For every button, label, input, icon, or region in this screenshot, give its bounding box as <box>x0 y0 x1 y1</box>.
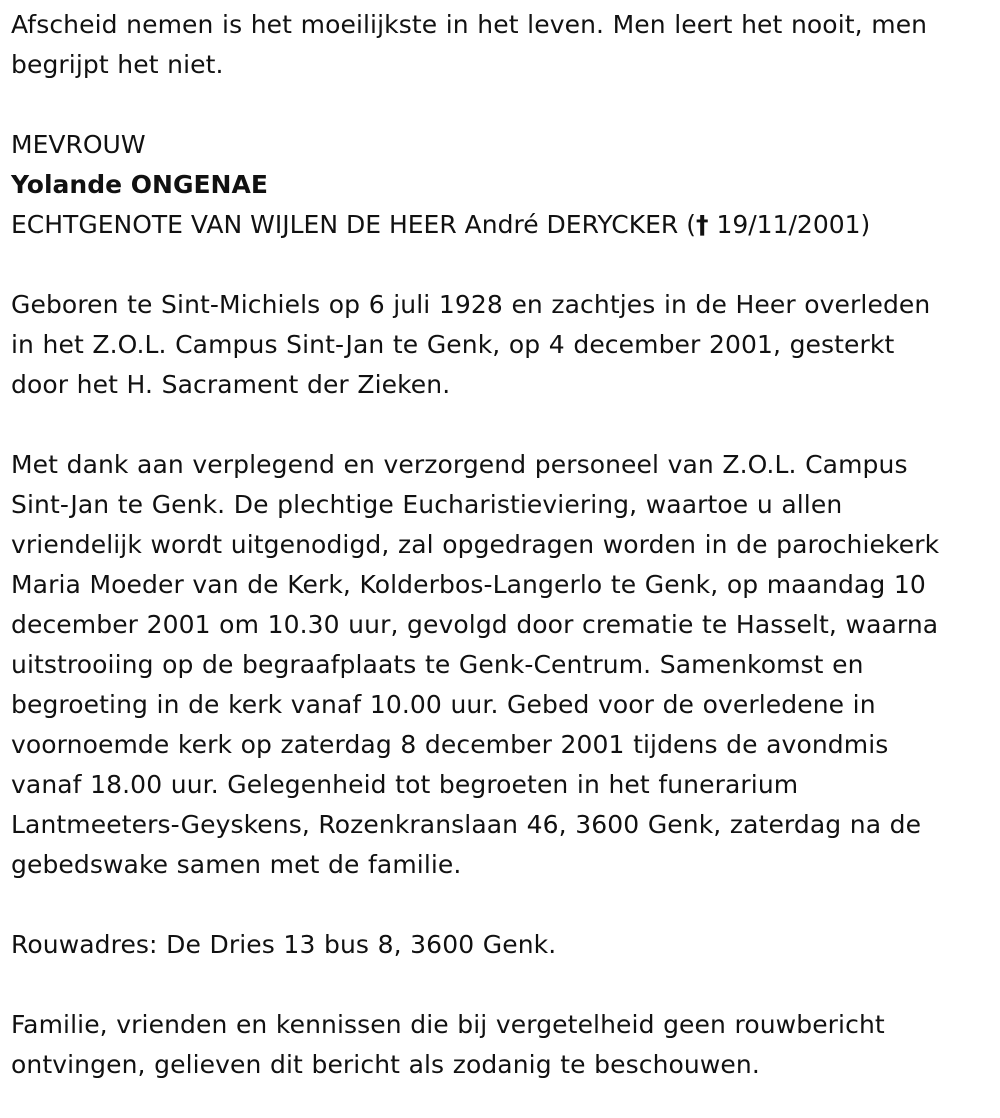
opening-paragraph <box>11 5 990 85</box>
text-line: vriendelijk wordt uitgenodigd, zal opgedragen worden in de parochiekerk <box>11 530 940 559</box>
text-line: begrijpt het niet. <box>11 50 224 79</box>
text-line: gebedswake samen met de familie. <box>11 850 462 879</box>
birth-death-paragraph <box>11 285 990 405</box>
text-line: door het H. Sacrament der Zieken. <box>11 370 451 399</box>
spouse-suffix: 19/11/2001) <box>708 210 871 239</box>
closing-paragraph <box>11 1005 990 1085</box>
text-line: uitstrooiing op de begraafplaats te Genk-Centrum. Samenkomst en <box>11 650 864 679</box>
cross-icon: † <box>696 210 709 239</box>
address-paragraph <box>11 925 990 965</box>
mourning-address: Rouwadres: De Dries 13 bus 8, 3600 Genk. <box>11 930 557 959</box>
ceremony-paragraph <box>11 445 990 885</box>
spouse-line <box>11 205 990 245</box>
text-line: december 2001 om 10.30 uur, gevolgd door crematie te Hasselt, waarna <box>11 610 939 639</box>
deceased-header <box>11 125 990 245</box>
spouse-prefix: ECHTGENOTE VAN WIJLEN DE HEER André DERYCKER ( <box>11 210 696 239</box>
text-line: Met dank aan verplegend en verzorgend personeel van Z.O.L. Campus <box>11 450 908 479</box>
text-line: begroeting in de kerk vanaf 10.00 uur. Gebed voor de overledene in <box>11 690 876 719</box>
salutation: MEVROUW <box>11 130 146 159</box>
text-line: Geboren te Sint-Michiels op 6 juli 1928 en zachtjes in de Heer overleden <box>11 290 931 319</box>
text-line: ontvingen, gelieven dit bericht als zodanig te beschouwen. <box>11 1050 760 1079</box>
text-line: Familie, vrienden en kennissen die bij vergetelheid geen rouwbericht <box>11 1010 885 1039</box>
text-line: Sint-Jan te Genk. De plechtige Eucharistieviering, waartoe u allen <box>11 490 843 519</box>
text-line: Maria Moeder van de Kerk, Kolderbos-Langerlo te Genk, op maandag 10 <box>11 570 926 599</box>
deceased-name: Yolande ONGENAE <box>11 170 268 199</box>
text-line: voornoemde kerk op zaterdag 8 december 2001 tijdens de avondmis <box>11 730 889 759</box>
text-line: vanaf 18.00 uur. Gelegenheid tot begroeten in het funerarium <box>11 770 799 799</box>
text-line: Afscheid nemen is het moeilijkste in het leven. Men leert het nooit, men <box>11 10 928 39</box>
text-line: in het Z.O.L. Campus Sint-Jan te Genk, op 4 december 2001, gesterkt <box>11 330 895 359</box>
text-line: Lantmeeters-Geyskens, Rozenkranslaan 46, 3600 Genk, zaterdag na de <box>11 810 922 839</box>
